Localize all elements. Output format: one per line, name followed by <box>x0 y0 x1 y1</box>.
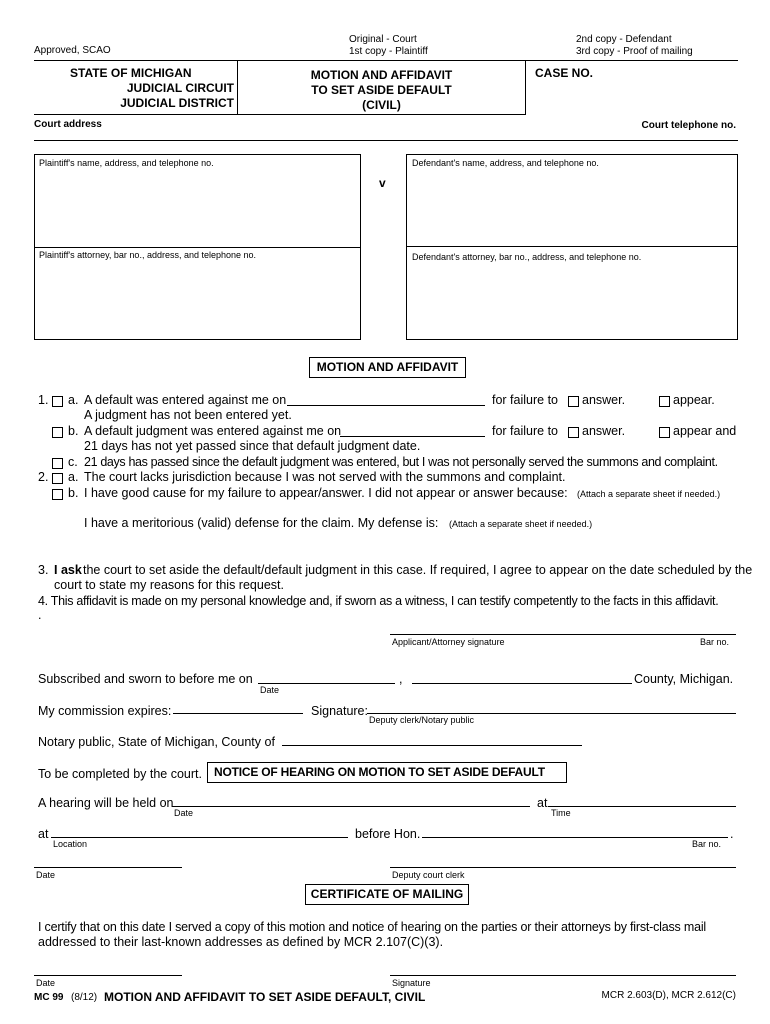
item-3-bold: I ask <box>54 563 82 577</box>
applicant-bar-no-label: Bar no. <box>700 637 730 647</box>
plaintiff-box[interactable] <box>34 154 361 248</box>
footer-form-number: MC 99 <box>34 992 64 1003</box>
notary-signature-label: Signature: <box>311 704 368 718</box>
form-title-line1: MOTION AND AFFIDAVIT <box>310 68 453 82</box>
certificate-signature-field[interactable] <box>390 975 736 976</box>
judicial-district: JUDICIAL DISTRICT <box>120 96 234 110</box>
before-hon: before Hon. <box>355 827 421 841</box>
item-2b-checkbox[interactable] <box>52 486 67 504</box>
footer-revision: (8/12) <box>71 992 98 1003</box>
state-name: STATE OF MICHIGAN <box>70 66 192 80</box>
item-1b-appear-checkbox[interactable] <box>659 424 674 442</box>
item-1c-letter: c. <box>68 455 78 469</box>
county-michigan: County, Michigan. <box>634 672 734 686</box>
footer-court-rules: MCR 2.603(D), MCR 2.612(C) <box>601 990 736 1001</box>
item-2b-letter: b. <box>68 486 79 500</box>
item-1b-appear-and: appear and <box>673 424 737 438</box>
plaintiff-label: Plaintiff's name, address, and telephone no. <box>39 158 214 168</box>
defendant-attorney-label: Defendant's attorney, bar no., address, and telephone no. <box>412 252 642 262</box>
court-address-label: Court address <box>34 119 102 130</box>
item-1a-answer-checkbox[interactable] <box>568 393 583 411</box>
item-2b-text: I have good cause for my failure to appear/answer. I did not appear or answer because: <box>84 486 568 500</box>
copy-third: 3rd copy - Proof of mailing <box>576 46 693 57</box>
plaintiff-attorney-label: Plaintiff's attorney, bar no., address, and telephone no. <box>39 250 257 260</box>
copy-second: 2nd copy - Defendant <box>576 34 672 45</box>
item-1a-checkbox[interactable] <box>52 393 67 411</box>
item-1a-answer: answer. <box>582 393 626 407</box>
item-1b-continuation: 21 days has not yet passed since that default judgment date. <box>84 439 421 453</box>
item-1-number: 1. <box>38 393 49 407</box>
approved-scao: Approved, SCAO <box>34 45 111 56</box>
hearing-at: at <box>537 796 548 810</box>
item-1a-failure-to: for failure to <box>492 393 559 407</box>
case-no-label: CASE NO. <box>535 66 594 80</box>
plaintiff-attorney-box[interactable] <box>34 247 361 340</box>
applicant-signature-line[interactable] <box>390 634 736 635</box>
applicant-signature-label: Applicant/Attorney signature <box>392 637 505 647</box>
hearing-location-field[interactable] <box>51 837 348 838</box>
case-no-field[interactable] <box>600 63 736 83</box>
hearing-at-location: at <box>38 827 49 841</box>
subscribed-comma: , <box>399 672 403 686</box>
defendant-attorney-box[interactable] <box>406 246 738 340</box>
deputy-notary-label: Deputy clerk/Notary public <box>369 715 475 725</box>
footer-form-title: MOTION AND AFFIDAVIT TO SET ASIDE DEFAULT, CIVIL <box>104 990 426 1004</box>
notary-signature-field[interactable] <box>367 713 736 714</box>
notary-county-text: Notary public, State of Michigan, County of <box>38 735 275 749</box>
item-2a-letter: a. <box>68 470 79 484</box>
form-title-line3: (CIVIL) <box>362 98 401 112</box>
certificate-line1: I certify that on this date I served a copy of this motion and notice of hearing on the parties or their attorneys by first-class mail <box>38 920 706 934</box>
item-1a-appear: appear. <box>673 393 715 407</box>
item-1b-failure-to: for failure to <box>492 424 559 438</box>
defense-attach-note: (Attach a separate sheet if needed.) <box>449 519 593 529</box>
item-4-text: 4. This affidavit is made on my personal knowledge and, if sworn as a witness, I can testify competently to the facts in this affidavit. <box>38 594 719 608</box>
item-1b-answer-checkbox[interactable] <box>568 424 583 442</box>
completed-by-court: To be completed by the court. <box>38 767 202 781</box>
item-1a-letter: a. <box>68 393 79 407</box>
copy-original: Original - Court <box>349 34 417 45</box>
hearing-held-text: A hearing will be held on <box>38 796 174 810</box>
item-1b-answer: answer. <box>582 424 626 438</box>
item-1c-text: 21 days has passed since the default judgment was entered, but I was not personally served the summons and complaint. <box>84 455 718 469</box>
judicial-circuit: JUDICIAL CIRCUIT <box>126 81 234 95</box>
clerk-date-field[interactable] <box>34 867 182 868</box>
item-2b-attach-note: (Attach a separate sheet if needed.) <box>577 489 721 499</box>
certificate-date-field[interactable] <box>34 975 182 976</box>
item-3-text: the court to set aside the default/default judgment in this case. If required, I agree to appear on the date scheduled by the <box>83 563 753 577</box>
certificate-line2: addressed to their last-known addresses as defined by MCR 2.107(C)(3). <box>38 935 444 949</box>
item-1a-continuation: A judgment has not been entered yet. <box>84 408 292 422</box>
certificate-signature-label: Signature <box>392 978 431 988</box>
item-1a-appear-checkbox[interactable] <box>659 393 674 411</box>
item-1b-text: A default judgment was entered against me on <box>84 424 342 438</box>
subscribed-date-field[interactable] <box>258 683 395 684</box>
copy-first: 1st copy - Plaintiff <box>349 46 428 57</box>
court-phone-label: Court telephone no. <box>641 120 736 131</box>
versus: v <box>379 176 386 190</box>
hearing-time-label: Time <box>551 808 571 818</box>
item-3-number: 3. <box>38 563 49 577</box>
defendant-label: Defendant's name, address, and telephone no. <box>412 158 599 168</box>
item-3-continuation: court to state my reasons for this request. <box>54 578 284 592</box>
item-1a-date-field[interactable] <box>287 405 485 406</box>
certificate-date-label: Date <box>36 978 56 988</box>
judge-period: . <box>730 827 734 841</box>
judge-bar-no-label: Bar no. <box>692 839 722 849</box>
county-field[interactable] <box>412 683 632 684</box>
form-title-line2: TO SET ASIDE DEFAULT <box>311 83 452 97</box>
judge-name-field[interactable] <box>422 837 728 838</box>
deputy-clerk-signature-field[interactable] <box>390 867 736 868</box>
item-2-number: 2. <box>38 470 49 484</box>
hearing-time-field[interactable] <box>548 806 736 807</box>
commission-expires: My commission expires: <box>38 704 172 718</box>
hearing-date-label: Date <box>174 808 194 818</box>
item-1b-checkbox[interactable] <box>52 424 67 442</box>
commission-date-field[interactable] <box>173 713 303 714</box>
item-4-trailing-dot: . <box>38 608 42 622</box>
clerk-date-label: Date <box>36 870 56 880</box>
notice-heading: NOTICE OF HEARING ON MOTION TO SET ASIDE DEFAULT <box>207 762 567 783</box>
notary-county-field[interactable] <box>282 745 582 746</box>
hearing-location-label: Location <box>53 839 88 849</box>
defense-text: I have a meritorious (valid) defense for the claim. My defense is: <box>84 516 439 530</box>
subscribed-text: Subscribed and sworn to before me on <box>38 672 253 686</box>
item-2a-text: The court lacks jurisdiction because I was not served with the summons and complaint. <box>84 470 566 484</box>
item-1b-letter: b. <box>68 424 79 438</box>
deputy-clerk-label: Deputy court clerk <box>392 870 465 880</box>
item-1b-date-field[interactable] <box>340 436 485 437</box>
item-1a-text: A default was entered against me on <box>84 393 287 407</box>
defendant-box[interactable] <box>406 154 738 247</box>
subscribed-date-label: Date <box>260 685 280 695</box>
hearing-date-field[interactable] <box>172 806 530 807</box>
certificate-heading: CERTIFICATE OF MAILING <box>305 884 469 905</box>
motion-heading: MOTION AND AFFIDAVIT <box>309 357 466 378</box>
